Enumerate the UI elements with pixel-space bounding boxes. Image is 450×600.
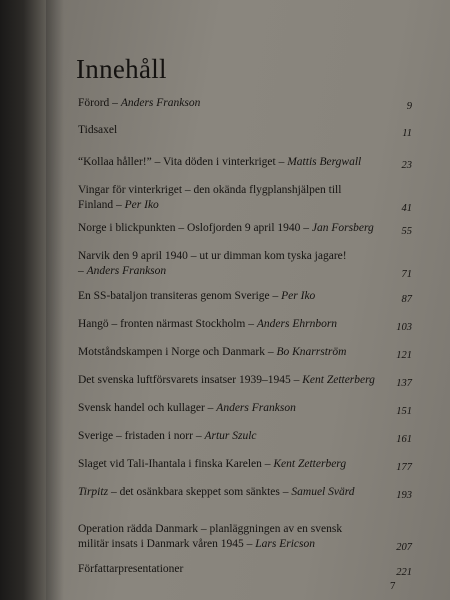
toc-entry	[78, 317, 412, 332]
toc-entry-author: Bo Knarrström	[276, 346, 347, 358]
page-number-folio: 7	[390, 580, 396, 592]
toc-entry-author: Anders Frankson	[120, 97, 201, 109]
toc-entry	[78, 345, 412, 360]
toc-entry-page-number: 41	[401, 203, 412, 214]
toc-entry-title: Finland –	[78, 199, 125, 211]
toc-entry-author: Artur Szulc	[204, 430, 257, 442]
toc-entry	[78, 373, 412, 388]
toc-entry-author: Jan Forsberg	[311, 222, 374, 234]
toc-entry-title: Författarpresentationer	[78, 563, 184, 575]
toc-entry	[78, 96, 412, 111]
toc-entry-title: Motståndskampen i Norge och Danmark –	[78, 346, 277, 358]
toc-entry	[78, 562, 412, 577]
toc-entry-page-number: 103	[396, 322, 412, 333]
toc-entry-title: “Kollaa håller!” – Vita döden i vinterkriget –	[78, 156, 288, 168]
toc-entry	[78, 401, 412, 416]
toc-entry-line	[78, 289, 368, 304]
toc-entry-line	[78, 96, 368, 111]
toc-entry-line	[78, 537, 368, 552]
toc-entry-text	[78, 429, 368, 444]
toc-entry-line	[78, 123, 368, 138]
toc-entry-title: Förord –	[78, 97, 121, 109]
toc-entry-author: Samuel Svärd	[291, 486, 355, 498]
toc-entry	[78, 249, 412, 279]
toc-entry-author: Anders Frankson	[216, 402, 296, 414]
toc-entry-title: Tidsaxel	[78, 124, 118, 136]
toc-entry-line	[78, 522, 368, 537]
toc-entry-author: Per Iko	[281, 290, 316, 302]
toc-entry-page-number: 87	[401, 294, 412, 305]
toc-entry-line	[78, 221, 374, 236]
toc-entry-line	[78, 457, 368, 472]
toc-entry-author: Lars Ericson	[255, 538, 316, 550]
book-page	[46, 0, 450, 600]
toc-entry-title: Sverige – fristaden i norr –	[78, 430, 205, 442]
toc-entry-text	[78, 249, 368, 279]
toc-entry-page-number: 161	[396, 434, 412, 445]
toc-entry-page-number: 137	[396, 378, 412, 389]
toc-entry-text	[78, 317, 368, 332]
toc-entry-page-number: 151	[396, 406, 412, 417]
toc-entry-text	[78, 485, 368, 500]
toc-entry-author: Anders Frankson	[86, 265, 167, 277]
toc-entry-title: Slaget vid Tali-Ihantala i finska Karelen –	[78, 458, 274, 470]
toc-entry-page-number: 9	[406, 101, 412, 112]
toc-entry-text	[78, 522, 368, 552]
toc-entry-author: Kent Zetterberg	[302, 374, 375, 386]
toc-entry-text	[78, 155, 368, 170]
toc-entry	[78, 221, 412, 236]
toc-entry-text	[78, 96, 368, 111]
toc-entry-line	[78, 345, 368, 360]
toc-entry-line	[78, 562, 368, 577]
toc-entry-title: Svensk handel och kullager –	[78, 402, 217, 414]
toc-entry-author: Mattis Bergwall	[287, 156, 362, 168]
toc-entry	[78, 522, 412, 552]
toc-entry	[78, 457, 412, 472]
toc-entry-page-number: 177	[396, 462, 412, 473]
page-shadow	[46, 0, 64, 600]
toc-entry-line	[78, 401, 368, 416]
toc-entry-line	[78, 429, 368, 444]
toc-entry	[78, 485, 412, 500]
toc-entry-line	[78, 317, 368, 332]
toc-entry-page-number: 121	[396, 350, 412, 361]
toc-entry-text	[78, 289, 368, 304]
toc-entry-title: Narvik den 9 april 1940 – ut ur dimman kom tyska jagare!	[78, 250, 347, 262]
toc-entry-line	[78, 264, 368, 279]
toc-entry-page-number: 207	[396, 542, 412, 553]
toc-entry-title: militär insats i Danmark våren 1945 –	[78, 538, 256, 550]
toc-entry-line	[78, 373, 375, 388]
toc-entry-title: – det osänkbara skeppet som sänktes –	[108, 486, 292, 498]
toc-entry-text	[78, 562, 368, 577]
toc-entry-text	[78, 183, 368, 213]
toc-entry-page-number: 23	[401, 160, 412, 171]
toc-entry-author: Anders Ehrnborn	[256, 318, 338, 330]
toc-entry-author: Per Iko	[124, 199, 159, 211]
book-gutter	[0, 0, 52, 600]
toc-entry-page-number: 193	[396, 490, 412, 501]
toc-entry-text	[78, 457, 368, 472]
toc-entry-page-number: 55	[401, 226, 412, 237]
toc-entry-line	[78, 485, 368, 500]
toc-entry-text	[78, 401, 368, 416]
toc-entry-title: Norge i blickpunkten – Oslofjorden 9 april 1940 –	[78, 222, 312, 234]
toc-entry-author: Kent Zetterberg	[273, 458, 347, 470]
toc-entry-title: En SS-bataljon transiteras genom Sverige –	[78, 290, 282, 302]
toc-entry-page-number: 221	[396, 567, 412, 578]
toc-entry-page-number: 11	[402, 128, 412, 139]
toc-entry-page-number: 71	[401, 269, 412, 280]
toc-entry	[78, 429, 412, 444]
toc-entry-line	[78, 155, 368, 170]
toc-entry-title: Operation rädda Danmark – planläggningen av en svensk	[78, 523, 343, 535]
toc-entry-line	[78, 198, 368, 213]
toc-entry-text	[78, 345, 368, 360]
toc-entry	[78, 155, 412, 170]
toc-entry-title: Vingar för vinterkriget – den okända flygplanshjälpen till	[78, 184, 342, 196]
toc-entry-line	[78, 183, 368, 198]
toc-entry-title: Hangö – fronten närmast Stockholm –	[78, 318, 257, 330]
toc-entry-italic-title: Tirpitz	[78, 486, 109, 498]
toc-entry-text	[78, 221, 374, 236]
toc-entry	[78, 123, 412, 138]
toc-entry-text	[78, 123, 368, 138]
toc-entry-title: Det svenska luftförsvarets insatser 1939–1945 –	[78, 374, 303, 386]
toc-entry	[78, 183, 412, 213]
toc-entry-text	[78, 373, 375, 388]
page-title: Innehåll	[76, 54, 167, 84]
toc-entry	[78, 289, 412, 304]
toc-entry-line	[78, 249, 368, 264]
toc-entry-title: –	[78, 265, 87, 277]
